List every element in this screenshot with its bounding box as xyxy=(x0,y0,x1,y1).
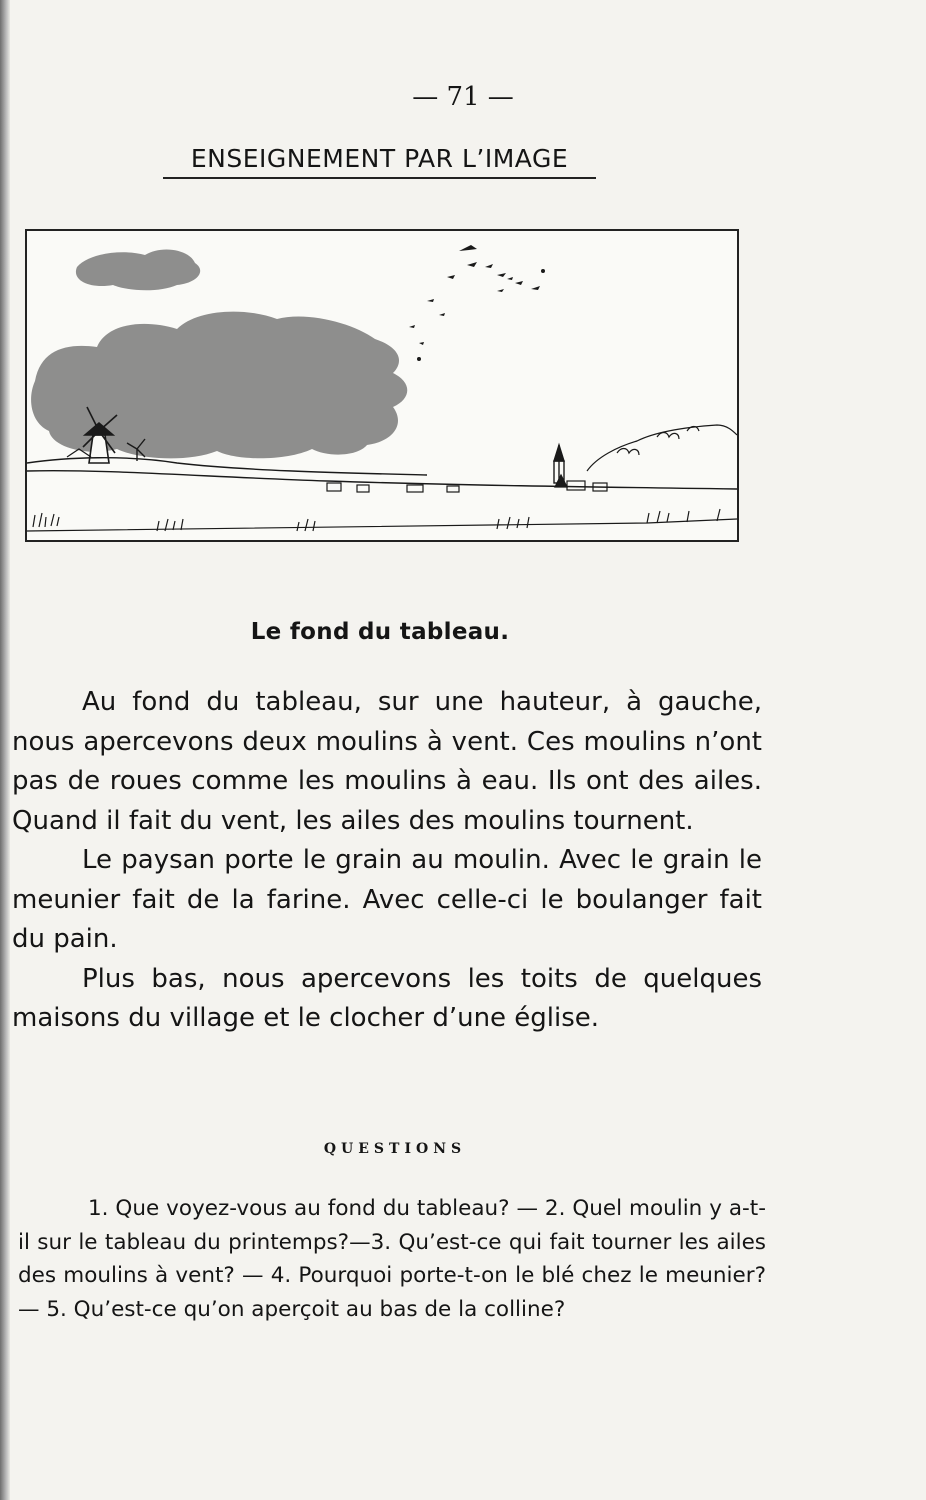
paragraph: Plus bas, nous apercevons les toits de quelques maisons du village et le clocher d’une église. xyxy=(12,963,762,1033)
foreground-grass-icon xyxy=(27,509,737,531)
section-title: ENSEIGNEMENT PAR L’IMAGE xyxy=(163,144,596,179)
lesson-body xyxy=(12,683,762,1039)
paragraph: Le paysan porte le grain au moulin. Avec le grain le meunier fait de la farine. Avec celle-ci le boulanger fait du pain. xyxy=(12,845,762,954)
questions-text: 1. Que voyez-vous au fond du tableau? — 2. Quel moulin y a-t-il sur le tableau du printemps?—3. Qu’est-ce qui fait tourner les ailes des moulins à vent? — 4. Pourquoi porte-t-on le blé chez le meunier? — 5. Qu’est-ce qu’on aperçoit au bas de la colline? xyxy=(18,1196,766,1322)
trees-icon xyxy=(587,425,737,471)
paragraph: Au fond du tableau, sur une hauteur, à gauche, nous apercevons deux moulins à vent. Ces moulins n’ont pas de roues comme les moulins à eau. Ils ont des ailes. Quand il fait du vent, les ailes des moulins tournent. xyxy=(12,687,762,836)
storm-cloud-icon xyxy=(31,249,407,458)
landscape-windmills-icon xyxy=(25,229,739,542)
birds-flock-icon xyxy=(409,245,545,361)
hill-icon xyxy=(27,449,737,489)
page-number: — 71 — xyxy=(412,82,514,112)
lesson-heading: Le fond du tableau. xyxy=(250,619,510,645)
village-icon xyxy=(327,475,607,492)
questions-heading: QUESTIONS xyxy=(323,1141,467,1157)
page-gutter-shadow xyxy=(0,0,10,1500)
